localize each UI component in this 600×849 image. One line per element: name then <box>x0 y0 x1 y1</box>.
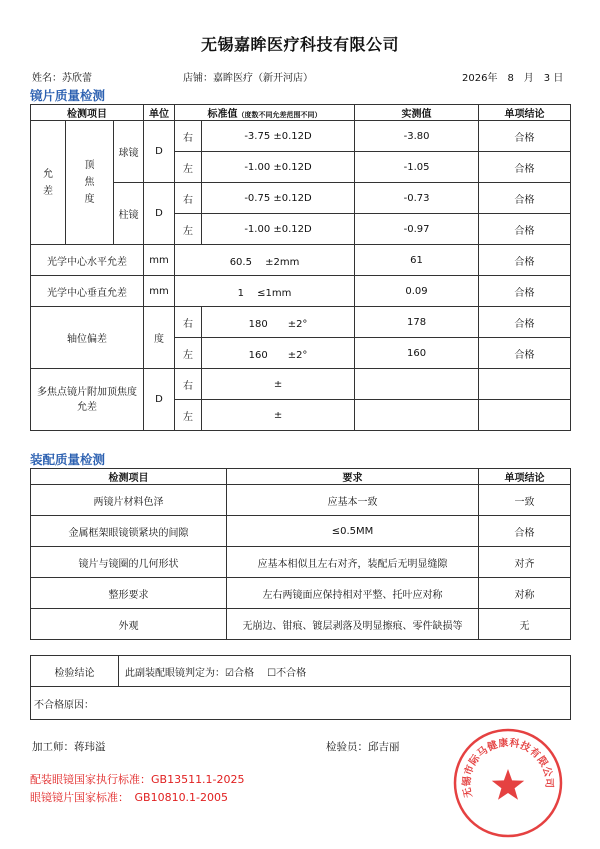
axis-left-result: 合格 <box>479 338 571 369</box>
inspection-date: 2026年 8 月 3 日 <box>462 73 564 84</box>
horizontal-measured: 61 <box>355 245 479 276</box>
multifocal-right-result <box>479 369 571 400</box>
fail-reason: 不合格原因： <box>31 687 571 720</box>
assembly-header-item: 检测项目 <box>31 469 227 485</box>
side-left: 左 <box>175 400 202 431</box>
assembly-requirement: 应基本相似且左右对齐，装配后无明显缝隙 <box>227 547 479 578</box>
axis-right-result: 合格 <box>479 307 571 338</box>
horizontal-label: 光学中心水平允差 <box>31 245 144 276</box>
axis-right-measured: 178 <box>355 307 479 338</box>
assembly-requirement: ≤0.5MM <box>227 516 479 547</box>
multifocal-unit: D <box>144 369 175 431</box>
header-result: 单项结论 <box>479 105 571 121</box>
result-value: 合格 <box>479 152 571 183</box>
assembly-item: 两镜片材料色泽 <box>31 485 227 516</box>
assembly-standard: 配装眼镜国家执行标准：GB13511.1-2025 <box>30 773 245 786</box>
sphere-unit: D <box>144 121 175 183</box>
side-left: 左 <box>175 338 202 369</box>
header-standard-note: （度数不同允差范围不同） <box>237 111 322 119</box>
conclusion-text: 此副装配眼镜判定为：☑合格 ☐不合格 <box>119 656 571 687</box>
assembly-result: 一致 <box>479 485 571 516</box>
assembly-quality-table <box>30 468 571 640</box>
assembly-item: 外观 <box>31 609 227 640</box>
std-value: -1.00 ±0.12D <box>202 152 355 183</box>
sphere-label: 球镜 <box>114 121 144 183</box>
side-left: 左 <box>175 214 202 245</box>
star-icon <box>492 769 524 800</box>
assembly-result: 合格 <box>479 516 571 547</box>
multifocal-left-measured <box>355 400 479 431</box>
axis-label: 轴位偏差 <box>31 307 144 369</box>
result-value: 合格 <box>479 183 571 214</box>
processor-name: 加工师：蒋玮溢 <box>32 741 106 753</box>
assembly-item: 镜片与镜圈的几何形状 <box>31 547 227 578</box>
assembly-item: 金属框架眼镜锁紧块的间隙 <box>31 516 227 547</box>
assembly-result: 对称 <box>479 578 571 609</box>
header-item: 检测项目 <box>31 105 144 121</box>
multifocal-label <box>31 369 144 431</box>
cylinder-unit: D <box>144 183 175 245</box>
multifocal-left-std: ± <box>202 400 355 431</box>
vertex-power-text: 顶焦度 <box>84 160 95 205</box>
side-left: 左 <box>175 152 202 183</box>
assembly-requirement: 左右两镜面应保持相对平整、托叶应对称 <box>227 578 479 609</box>
measured-value: -1.05 <box>355 152 479 183</box>
std-value: -0.75 ±0.12D <box>202 183 355 214</box>
multifocal-right-std: ± <box>202 369 355 400</box>
side-right: 右 <box>175 121 202 152</box>
std-value: -3.75 ±0.12D <box>202 121 355 152</box>
horizontal-unit: mm <box>144 245 175 276</box>
horizontal-result: 合格 <box>479 245 571 276</box>
vertical-result: 合格 <box>479 276 571 307</box>
seal-text: 无锡市际马健康科技有限公司 <box>461 737 555 799</box>
result-value: 合格 <box>479 121 571 152</box>
side-right: 右 <box>175 307 202 338</box>
axis-unit: 度 <box>144 307 175 369</box>
header-standard <box>175 105 355 121</box>
axis-left-measured: 160 <box>355 338 479 369</box>
side-right: 右 <box>175 183 202 214</box>
horizontal-std: 60.5 ±2mm <box>175 245 355 276</box>
vertical-label: 光学中心垂直允差 <box>31 276 144 307</box>
assembly-item: 整形要求 <box>31 578 227 609</box>
assembly-result: 无 <box>479 609 571 640</box>
vertex-power-label <box>66 121 114 245</box>
conclusion-table <box>30 655 571 720</box>
multifocal-right-measured <box>355 369 479 400</box>
assembly-result: 对齐 <box>479 547 571 578</box>
lens-standard: 眼镜镜片国家标准： GB10810.1-2005 <box>30 791 229 804</box>
assembly-requirement: 应基本一致 <box>227 485 479 516</box>
result-value: 合格 <box>479 214 571 245</box>
side-right: 右 <box>175 369 202 400</box>
measured-value: -3.80 <box>355 121 479 152</box>
vertical-std: 1 ≤1mm <box>175 276 355 307</box>
multifocal-text: 多焦点镜片附加顶焦度允差 <box>37 386 138 413</box>
axis-left-std: 160 ±2° <box>202 338 355 369</box>
conclusion-label: 检验结论 <box>31 656 119 687</box>
vertical-unit: mm <box>144 276 175 307</box>
store-name: 店铺：嘉眸医疗（新开河店） <box>183 73 313 84</box>
header-measured: 实测值 <box>355 105 479 121</box>
header-standard-label: 标准值 <box>207 109 238 120</box>
company-seal <box>452 727 564 839</box>
tolerance-label <box>31 121 66 245</box>
measured-value: -0.97 <box>355 214 479 245</box>
tolerance-text: 允差 <box>43 168 53 197</box>
document-title: 无锡嘉眸医疗科技有限公司 <box>200 35 399 54</box>
lens-quality-table <box>30 104 571 431</box>
std-value: -1.00 ±0.12D <box>202 214 355 245</box>
vertical-measured: 0.09 <box>355 276 479 307</box>
multifocal-left-result <box>479 400 571 431</box>
inspector-name: 检验员：邱吉丽 <box>326 741 400 753</box>
axis-right-std: 180 ±2° <box>202 307 355 338</box>
assembly-header-requirement: 要求 <box>227 469 479 485</box>
assembly-header-result: 单项结论 <box>479 469 571 485</box>
assembly-section-heading: 装配质量检测 <box>30 452 106 467</box>
header-unit: 单位 <box>144 105 175 121</box>
measured-value: -0.73 <box>355 183 479 214</box>
assembly-requirement: 无崩边、钳痕、镀层剥落及明显擦痕、零件缺损等 <box>227 609 479 640</box>
customer-name: 姓名：苏欣蕾 <box>32 73 92 84</box>
lens-section-heading: 镜片质量检测 <box>30 88 106 103</box>
cylinder-label: 柱镜 <box>114 183 144 245</box>
